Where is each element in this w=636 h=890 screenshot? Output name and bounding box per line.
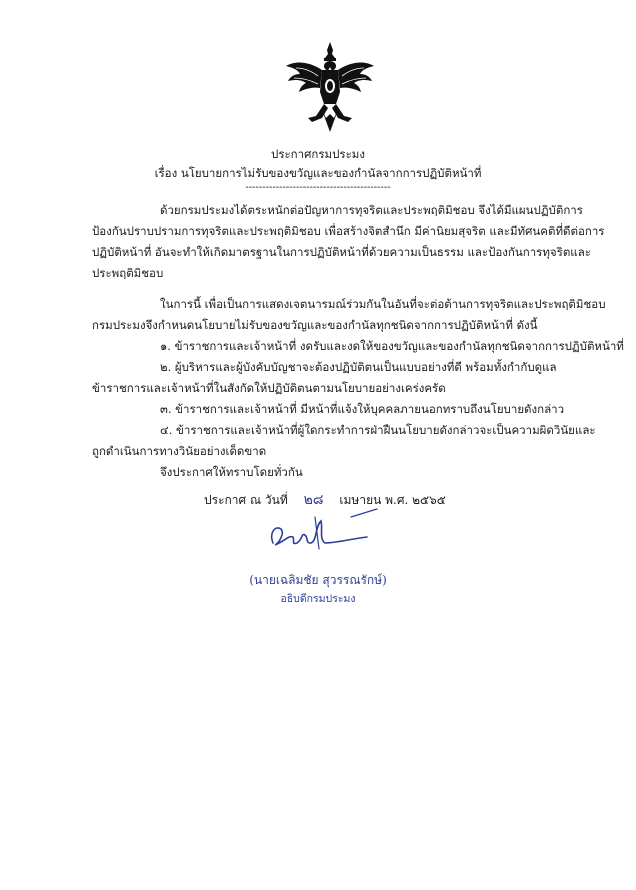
closing-line: จึงประกาศให้ทราบโดยทั่วกัน xyxy=(160,465,303,479)
para1-line4: ประพฤติมิชอบ xyxy=(92,266,164,280)
divider-line: ------------------------------------------- xyxy=(245,182,391,193)
garuda-emblem-icon xyxy=(282,40,378,136)
policy-item-4-line2: ถูกดำเนินการทางวินัยอย่างเด็ดขาด xyxy=(92,444,267,458)
handwritten-signature xyxy=(255,503,385,558)
para2-line1: ในการนี้ เพื่อเป็นการแสดงเจตนารมณ์ร่วมกันในอันที่จะต่อต้านการทุจริตและประพฤติมิชอบ xyxy=(160,297,606,311)
date-prefix: ประกาศ ณ วันที่ xyxy=(204,493,288,507)
date-day: ๒๘ xyxy=(303,492,324,508)
para1-line1: ด้วยกรมประมงได้ตระหนักต่อปัญหาการทุจริตและประพฤติมิชอบ จึงได้มีแผนปฏิบัติการ xyxy=(160,203,583,217)
date-suffix: เมษายน พ.ศ. ๒๕๖๕ xyxy=(339,493,446,507)
signatory-name: (นายเฉลิมชัย สุวรรณรักษ์) xyxy=(249,573,387,587)
signatory-position: อธิบดีกรมประมง xyxy=(280,593,356,605)
policy-item-2-line2: ข้าราชการและเจ้าหน้าที่ในสังกัดให้ปฏิบัติตนตามนโยบายอย่างเคร่งครัด xyxy=(92,381,446,395)
announcement-subject: เรื่อง นโยบายการไม่รับของขวัญและของกำนัลจากการปฏิบัติหน้าที่ xyxy=(154,166,482,180)
announcement-title: ประกาศกรมประมง xyxy=(271,147,365,161)
policy-item-1: ๑. ข้าราชการและเจ้าหน้าที่ งดรับและงดให้ของขวัญและของกำนัลทุกชนิดจากการปฏิบัติหน้าที่ xyxy=(160,339,624,353)
para1-line2: ป้องกันปราบปรามการทุจริตและประพฤติมิชอบ เพื่อสร้างจิตสำนึก มีค่านิยมสุจริต และมีทัศนคติที่ดีต่อการ xyxy=(92,224,605,238)
policy-item-3: ๓. ข้าราชการและเจ้าหน้าที่ มีหน้าที่แจ้งให้บุคคลภายนอกทราบถึงนโยบายดังกล่าว xyxy=(160,402,565,416)
policy-item-2-line1: ๒. ผู้บริหารและผู้บังคับบัญชาจะต้องปฏิบัติตนเป็นแบบอย่างที่ดี พร้อมทั้งกำกับดูแล xyxy=(160,360,557,374)
para1-line3: ปฏิบัติหน้าที่ อันจะทำให้เกิดมาตรฐานในการปฏิบัติหน้าที่ด้วยความเป็นธรรม และป้องกันการทุจริตและ xyxy=(92,245,591,259)
policy-item-4-line1: ๔. ข้าราชการและเจ้าหน้าที่ผู้ใดกระทำการฝ่าฝืนนโยบายดังกล่าวจะเป็นความผิดวินัยและ xyxy=(160,423,596,437)
para2-line2: กรมประมงจึงกำหนดนโยบายไม่รับของขวัญและของกำนัลทุกชนิดจากการปฏิบัติหน้าที่ ดังนี้ xyxy=(92,318,538,332)
